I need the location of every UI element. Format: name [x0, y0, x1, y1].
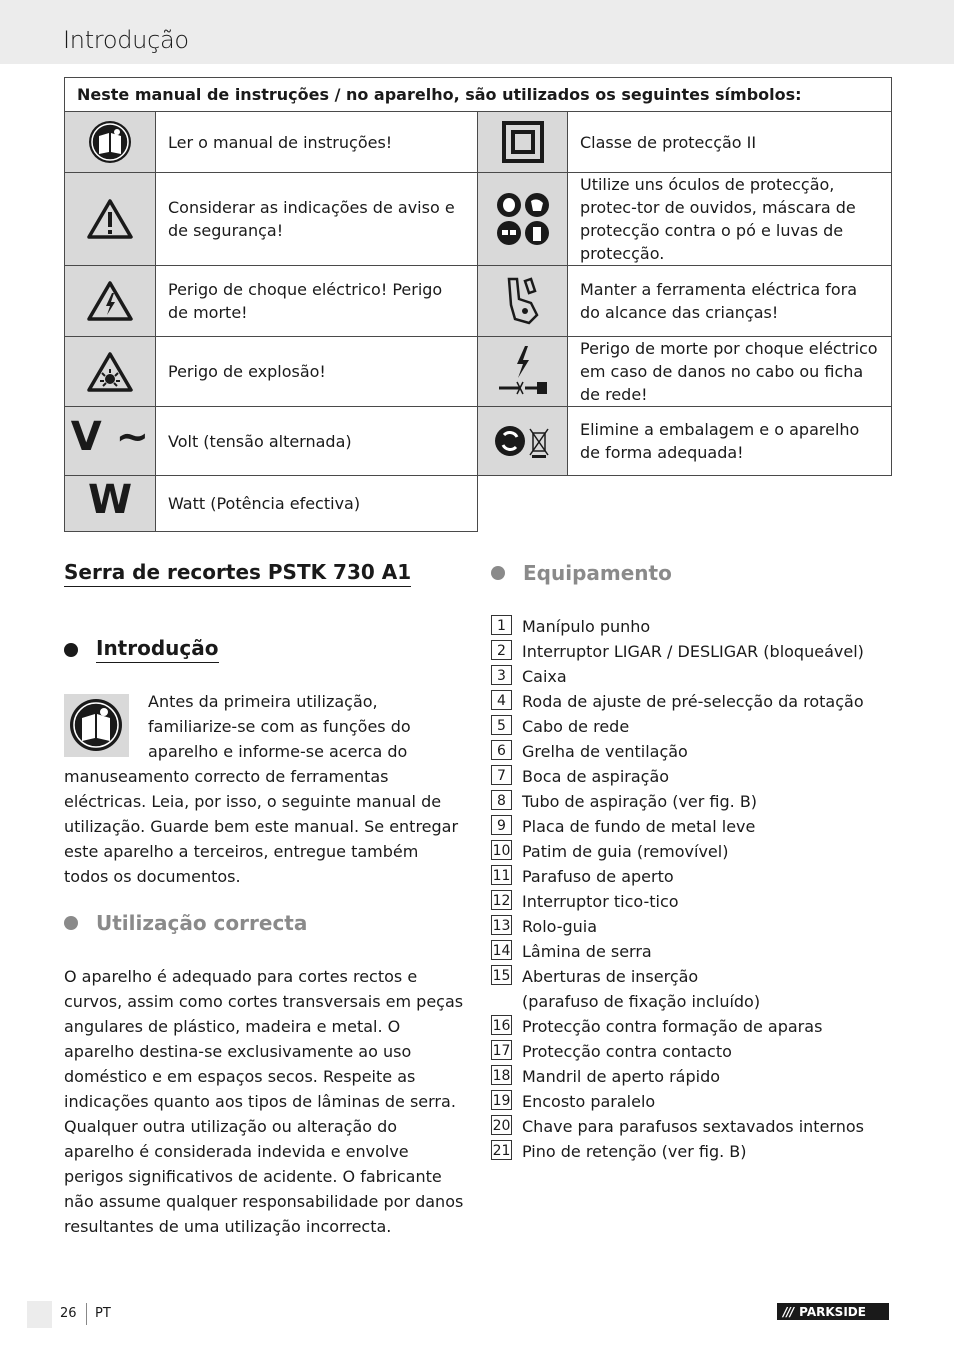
item-label	[522, 814, 755, 839]
bullet-icon	[64, 916, 78, 930]
item-label-line: Patim de guia (removível)	[522, 842, 729, 861]
list-item	[491, 614, 911, 639]
item-number: 13	[491, 915, 512, 935]
list-item	[491, 639, 911, 664]
item-label-line: Roda de ajuste de pré-selecção da rotação	[522, 692, 864, 711]
item-label-line: Manípulo punho	[522, 617, 651, 636]
item-number: 16	[491, 1015, 512, 1035]
item-label-line: Boca de aspiração	[522, 767, 670, 786]
item-label-line: Chave para parafusos sextavados internos	[522, 1117, 864, 1136]
item-number: 2	[491, 640, 512, 660]
item-label-line: Cabo de rede	[522, 717, 630, 736]
item-label	[522, 764, 669, 789]
symbols-table	[64, 77, 892, 532]
item-number: 18	[491, 1065, 512, 1085]
item-label-line: Grelha de ventilação	[522, 742, 688, 761]
item-label-line: Encosto paralelo	[522, 1092, 656, 1111]
item-label-line: Aberturas de inserção	[522, 967, 699, 986]
recycling-icon	[478, 407, 568, 476]
item-label	[522, 889, 679, 914]
protection-gear-icon	[478, 173, 568, 266]
keep-away-children-icon	[478, 266, 568, 337]
equipment-list	[491, 614, 911, 1164]
item-number: 6	[491, 740, 512, 760]
item-label	[522, 964, 760, 1014]
intro-text: Antes da primeira utilização, familiarize-se com as funções do aparelho e informe-se acerca do manuseamento correcto de ferramentas eléctricas. Leia, por isso, o seguinte manual de utilização. Guarde bem este manual. Se entregar este aparelho a terceiros, entregue também todos os documentos.	[64, 692, 459, 886]
item-number: 9	[491, 815, 512, 835]
item-number: 21	[491, 1140, 512, 1160]
item-number: 3	[491, 665, 512, 685]
symbol-text-volt: Volt (tensão alternada)	[156, 407, 478, 476]
item-label	[522, 939, 652, 964]
list-item	[491, 889, 911, 914]
item-label	[522, 1139, 747, 1164]
item-label-line: Interruptor tico-tico	[522, 892, 679, 911]
product-title: Serra de recortes PSTK 730 A1	[64, 560, 411, 584]
item-label	[522, 739, 688, 764]
list-item	[491, 814, 911, 839]
symbol-text-children: Manter a ferramenta eléctrica fora do alcance das crianças!	[568, 266, 892, 337]
item-label-line: Caixa	[522, 667, 567, 686]
item-label-line: Mandril de aperto rápido	[522, 1067, 721, 1086]
symbol-text-watt: Watt (Potência efectiva)	[156, 476, 478, 532]
warning-icon	[65, 173, 156, 266]
list-item	[491, 1039, 911, 1064]
symbol-text-manual: Ler o manual de instruções!	[156, 112, 478, 173]
symbol-text-explosion: Perigo de explosão!	[156, 337, 478, 407]
explosion-icon	[65, 337, 156, 407]
list-item	[491, 964, 911, 1014]
list-item	[491, 1089, 911, 1114]
list-item	[491, 714, 911, 739]
item-number: 4	[491, 690, 512, 710]
item-label	[522, 1089, 655, 1114]
list-item	[491, 939, 911, 964]
item-label-line: Lâmina de serra	[522, 942, 652, 961]
volt-symbol: V ~	[70, 414, 150, 460]
item-label-line: Protecção contra formação de aparas	[522, 1017, 823, 1036]
language-code: PT	[95, 1306, 111, 1321]
list-item	[491, 689, 911, 714]
usage-heading: Utilização correcta	[64, 911, 307, 935]
brand-logo: /// PARKSIDE	[777, 1303, 889, 1320]
item-label-line: Interruptor LIGAR / DESLIGAR (bloqueável)	[522, 642, 864, 661]
footer-divider	[86, 1303, 87, 1325]
list-item	[491, 914, 911, 939]
item-number: 15	[491, 965, 512, 985]
item-label	[522, 614, 650, 639]
item-label-line: Parafuso de aperto	[522, 867, 674, 886]
footer-box	[27, 1301, 52, 1328]
list-item	[491, 864, 911, 889]
symbols-heading: Neste manual de instruções / no aparelho, são utilizados os seguintes símbolos:	[65, 78, 892, 112]
item-number: 7	[491, 765, 512, 785]
list-item	[491, 739, 911, 764]
item-label-line: Tubo de aspiração (ver fig. B)	[522, 792, 758, 811]
item-number: 19	[491, 1090, 512, 1110]
symbol-text-protection: Utilize uns óculos de protecção, protec-tor de ouvidos, máscara de protecção contra o pó e luvas de protecção.	[568, 173, 892, 266]
volt-ac-icon	[65, 407, 156, 476]
list-item	[491, 1064, 911, 1089]
item-label	[522, 1064, 720, 1089]
electric-shock-icon	[65, 266, 156, 337]
watt-icon	[65, 476, 156, 532]
item-number: 11	[491, 865, 512, 885]
item-number: 1	[491, 615, 512, 635]
damaged-cable-icon	[478, 337, 568, 407]
item-label-line: Protecção contra contacto	[522, 1042, 732, 1061]
symbol-text-recycle: Elimine a embalagem e o aparelho de forma adequada!	[568, 407, 892, 476]
watt-symbol: W	[87, 476, 133, 523]
item-label	[522, 639, 864, 664]
list-item	[491, 764, 911, 789]
item-label-line: Rolo-guia	[522, 917, 598, 936]
item-label	[522, 1039, 732, 1064]
item-label	[522, 664, 567, 689]
item-label	[522, 914, 597, 939]
item-number: 5	[491, 715, 512, 735]
item-label-line: Pino de retenção (ver fig. B)	[522, 1142, 747, 1161]
item-label	[522, 789, 757, 814]
class-ii-icon	[478, 112, 568, 173]
item-number: 8	[491, 790, 512, 810]
item-label-line: Placa de fundo de metal leve	[522, 817, 756, 836]
item-label	[522, 864, 674, 889]
item-number: 14	[491, 940, 512, 960]
usage-text: O aparelho é adequado para cortes rectos e curvos, assim como cortes transversais em peças angulares de plástico, madeira e metal. O aparelho destina-se exclusivamente ao uso doméstico e em espaços secos. Respeite as indicações quanto aos tipos de lâminas de serra. Qualquer outra utilização ou alteração do aparelho é considerada indevida e envolve perigos significativos de acidente. O fabricante não assume qualquer responsabilidade por danos resultantes de uma utilização incorrecta.	[64, 967, 464, 1236]
item-label-line: (parafuso de fixação incluído)	[522, 992, 761, 1011]
symbol-text-class-ii: Classe de protecção II	[568, 112, 892, 173]
symbol-text-cable: Perigo de morte por choque eléctrico em caso de danos no cabo ou ficha de rede!	[568, 337, 892, 407]
symbol-text-shock: Perigo de choque eléctrico! Perigo de morte!	[156, 266, 478, 337]
equipment-heading: Equipamento	[491, 561, 672, 585]
bullet-icon	[491, 566, 505, 580]
item-label	[522, 1014, 822, 1039]
item-number: 17	[491, 1040, 512, 1060]
item-number: 12	[491, 890, 512, 910]
list-item	[491, 789, 911, 814]
list-item	[491, 1114, 911, 1139]
item-label	[522, 689, 864, 714]
bullet-icon	[64, 643, 78, 657]
list-item	[491, 664, 911, 689]
item-number: 20	[491, 1115, 512, 1135]
item-label	[522, 1114, 864, 1139]
page-number: 26	[60, 1306, 77, 1321]
item-label	[522, 714, 629, 739]
list-item	[491, 839, 911, 864]
page-title: Introdução	[63, 26, 189, 54]
item-label	[522, 839, 728, 864]
intro-heading: Introdução	[64, 636, 219, 663]
list-item	[491, 1139, 911, 1164]
manual-icon	[65, 112, 156, 173]
item-number: 10	[491, 840, 512, 860]
symbol-text-warning: Considerar as indicações de aviso e de segurança!	[156, 173, 478, 266]
list-item	[491, 1014, 911, 1039]
